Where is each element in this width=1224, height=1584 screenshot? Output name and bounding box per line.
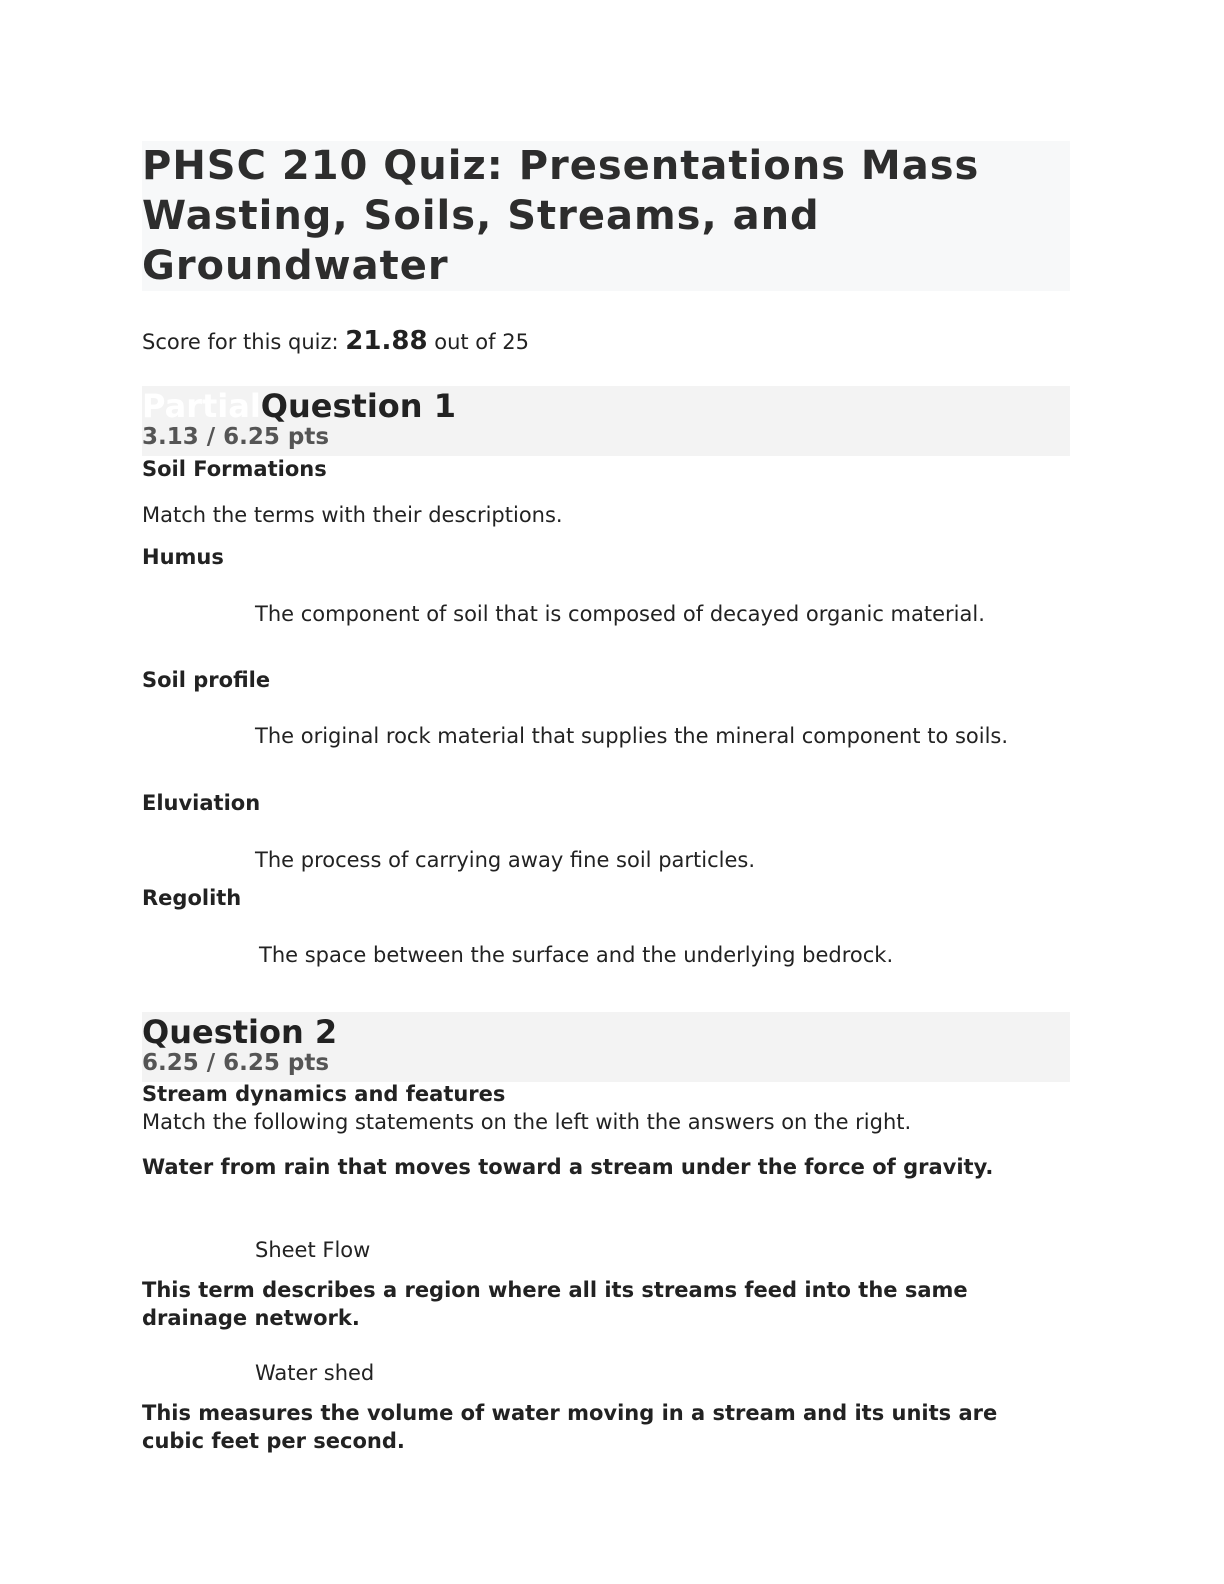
score-label: Score for this quiz: <box>142 330 339 354</box>
quiz-score <box>142 326 529 356</box>
match-answer: The component of soil that is composed of decayed organic material. <box>255 602 985 626</box>
match-answer: The process of carrying away fine soil particles. <box>255 848 756 872</box>
question-title: Question 2 <box>142 1013 338 1051</box>
match-term: Water from rain that moves toward a stream under the force of gravity. <box>142 1155 994 1179</box>
match-answer: The space between the surface and the underlying bedrock. <box>259 943 894 967</box>
partial-badge: Partial <box>142 387 261 425</box>
question-2-header <box>142 1012 1070 1082</box>
score-suffix: out of 25 <box>434 330 529 354</box>
match-term: This measures the volume of water moving in a stream and its units are cubic feet per second. <box>142 1401 998 1453</box>
question-topic: Soil Formations <box>142 457 327 481</box>
question-topic: Stream dynamics and features <box>142 1082 506 1106</box>
match-answer: Water shed <box>255 1361 375 1385</box>
question-prompt: Match the terms with their descriptions. <box>142 503 563 527</box>
question-prompt: Match the following statements on the left with the answers on the right. <box>142 1110 912 1134</box>
score-value: 21.88 <box>345 326 428 356</box>
question-1-header <box>142 386 1070 456</box>
match-term: Humus <box>142 545 224 569</box>
match-term: Regolith <box>142 886 242 910</box>
match-answer: The original rock material that supplies the mineral component to soils. <box>255 724 1009 748</box>
match-term: This term describes a region where all its streams feed into the same drainage network. <box>142 1278 968 1330</box>
match-term: Eluviation <box>142 791 261 815</box>
question-points: 3.13 / 6.25 pts <box>142 424 330 450</box>
match-answer: Sheet Flow <box>255 1238 371 1262</box>
question-points: 6.25 / 6.25 pts <box>142 1050 330 1076</box>
page-title: PHSC 210 Quiz: Presentations Mass Wasting, Soils, Streams, and Groundwater <box>142 141 1070 291</box>
match-term: Soil profile <box>142 668 271 692</box>
question-title: Question 1 <box>260 387 456 425</box>
